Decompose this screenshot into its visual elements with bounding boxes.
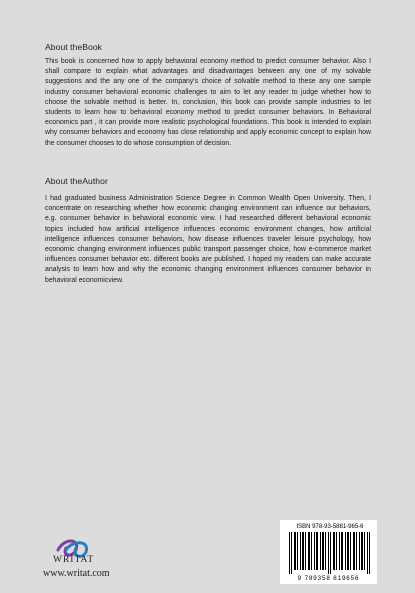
barcode-icon	[289, 532, 373, 574]
barcode-number: 9 789358 819656	[297, 575, 360, 582]
about-book-heading: About theBook	[45, 42, 103, 52]
about-author-heading: About theAuthor	[45, 176, 108, 186]
about-author-text: I had graduated business Administration Science Degree in Common Wealth Open University. Then, I concentrate on researching whether how economic changing environment can influence our behaviors, e.g. consumer behavior in behavioral economic view. I had researched different behavioral economic topics included how artificial intelligence influences economic environment changes, how artificial intelligence influences consumer behaviors, how disease influences traveler leisure psychology, how economic changing environment influences public transport passenger choice, how e-commerce market influences consumer behavior etc. different books are published. I hoped my readers can make accurate analysis to learn how and why the economic changing environment influences consumer behavior in behavioral economicview.	[45, 195, 371, 284]
about-book-text: This book is concerned how to apply behavioral economy method to predict consumer behavior. Also I shall compare to explain what advantages and disadvantages between any one of my solvable suggestions and the any one of the company's choice of solvable method to these any one sample industry consumer behavioral economic challenges to aim to let any reader to judge whether how to choose the solvable method is better. In, conclusion, this book can provide sample industries to let students to learn how to behavioral economy method to predict consumer behaviors. In Behavioral economics part , it can provide more realistic psychological foundations. This book is intended to explain why consumer behaviors and economy has close relationship and apply economic concept to explain how the consumer chooses to do whose consumption of decision.	[45, 58, 371, 147]
publisher-url: www.writat.com	[43, 568, 110, 579]
isbn-label: ISBN 978-93-5881-965-6	[296, 524, 364, 530]
publisher-name: WRITAT	[53, 555, 95, 565]
